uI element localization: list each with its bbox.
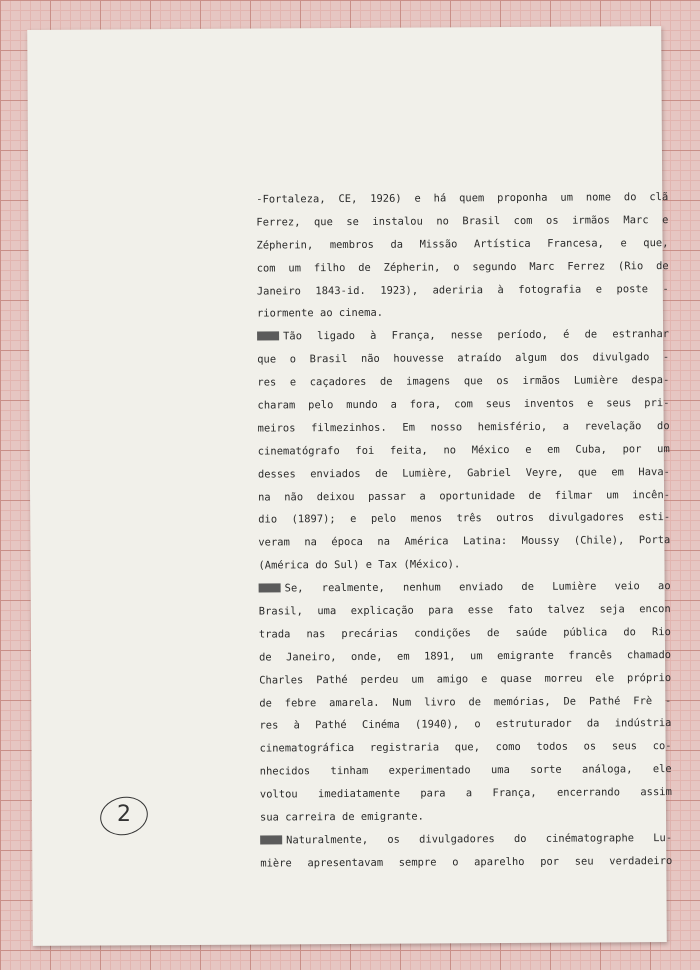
page-number: 2: [117, 802, 131, 827]
text-line: Charles Pathé perdeu um amigo e quase morreu ele próprio: [259, 671, 672, 687]
text-line: cinematógrafo foi feita, no México e em Cuba, por um: [257, 442, 670, 458]
text-line: trada nas precárias condições de saúde pública do Rio: [258, 625, 671, 641]
text-line: (América do Sul) e Tax (México).: [258, 558, 461, 572]
text-line: Tão ligado à França, nesse período, é de estranhar: [283, 328, 670, 343]
paragraph-line: [259, 575, 671, 600]
text-line: de Janeiro, onde, em 1891, um emigrante francês chamado: [259, 648, 672, 664]
text-line: voltou imediatamente para a França, encerrando assim: [259, 786, 672, 801]
text-line: que o Brasil não houvesse atraído algum dos divulgado -: [257, 351, 670, 366]
text-line: riormente ao cinema.: [256, 307, 384, 320]
text-line: meiros filmezinhos. Em nosso hemisfério, a revelação do: [257, 419, 670, 435]
text-line: na não deixou passar a oportunidade de filmar um incên-: [258, 488, 671, 504]
paragraph-line: [260, 827, 672, 852]
text-line: -Fortaleza, CE, 1926) e há quem proponha um nome do clã: [256, 191, 669, 206]
text-line: veram na época na América Latina: Moussy (Chile), Porta: [258, 534, 671, 549]
text-line: res à Pathé Cinéma (1940), o estruturador da indústria: [259, 717, 672, 733]
paragraph-mark-icon: [260, 835, 282, 844]
paragraph-mark-icon: [257, 332, 279, 341]
text-line: cinematográfica registraria que, como todos os seus co-: [259, 740, 672, 755]
text-line: charam pelo mundo a fora, com seus inventos e seus pri-: [257, 397, 670, 412]
text-line: nhecidos tinham experimentado uma sorte análoga, ele: [259, 763, 672, 778]
text-line: de febre amarela. Num livro de memórias, De Pathé Frè -: [259, 694, 672, 710]
text-line: Se, realmente, nenhum enviado de Lumière veio ao: [284, 580, 671, 595]
text-line: Zépherin, membros da Missão Artística Francesa, e que,: [256, 236, 669, 252]
paragraph-mark-icon: [259, 584, 281, 593]
text-line: com um filho de Zépherin, o segundo Marc Ferrez (Rio de: [256, 259, 669, 275]
text-line: dio (1897); e pelo menos três outros divulgadores esti-: [258, 511, 671, 527]
text-line: Brasil, uma explicação para esse fato talvez seja encon: [258, 603, 671, 618]
text-line: sua carreira de emigrante.: [259, 810, 425, 824]
paragraph-line: [257, 323, 669, 348]
text-line: res e caçadores de imagens que os irmãos Lumière despa-: [257, 374, 670, 389]
text-line: Naturalmente, os divulgadores do cinématographe Lu-: [286, 831, 673, 847]
typed-text-block: [256, 186, 672, 875]
text-line: mière apresentavam sempre o aparelho por seu verdadeiro: [260, 854, 673, 870]
text-line: desses enviados de Lumière, Gabriel Veyre, que em Hava-: [257, 465, 670, 481]
text-line: Ferrez, que se instalou no Brasil com os irmãos Marc e: [256, 213, 669, 229]
text-line: Janeiro 1843-id. 1923), aderiria à fotografia e poste -: [256, 282, 669, 298]
